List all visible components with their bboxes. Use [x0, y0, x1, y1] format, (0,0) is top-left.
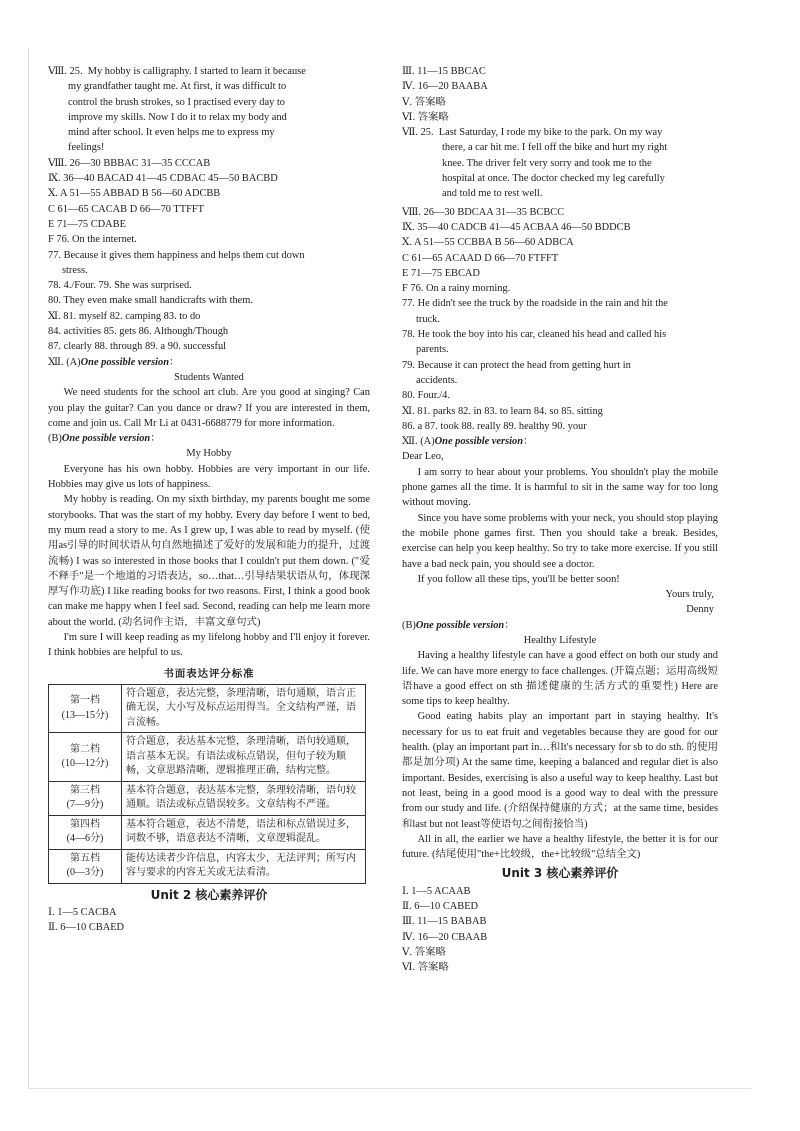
answer-line: F 76. On a rainy morning. — [402, 283, 511, 295]
answer-line: parents. — [416, 344, 449, 356]
answer-line: Ⅸ. 35—40 CADCB 41—45 ACBAA 46—50 BDDCB — [402, 221, 631, 233]
answer-line: truck. — [416, 313, 440, 325]
essay-paragraph: We need students for the school art club. Are you good at singing? Can you play the guitar? Can you dance or draw? If you are interested in them, come and join us. Call Mr Li at 0431-6688779 for more information. — [48, 387, 370, 429]
answer-key — [402, 205, 718, 434]
letter-paragraph: Since you have some problems with your neck, you should stop playing the mobile phone games first. Then you should take a break. Besides, exercise can help you keep healthy. So try to take more exercise. If you still have a bad neck pain, you should see a doctor. — [402, 512, 718, 570]
letter-signature: Denny — [686, 604, 714, 616]
table-cell: 符合题意，表达基本完整，条理清晰，语句较通顺，语言基本无误。有语法或标点错误，但句子较为顺畅，文章思路清晰，逻辑推理正确，结构完整。 — [122, 733, 366, 782]
essay-paragraph: My hobby is reading. On my sixth birthday, my parents bought me some storybooks. That was the start of my hobby. Every day before I went to bed, my mum read a story to me. As I grew up, I was able to read by myself. (使用as引导的时间状语从句自然地描述了爱好的发展和能力的提升，过渡流畅) I was so interested in those books that I couldn't put them down. ("爱不释手"是一个地道的习语表达，so…that…引导结果状语从句，体现深厚写作功底) I like reading books for two reasons. First, I think a good book can make me happy when I feel sad. Second, reading can help me learn more about the world. (动名词作主语，丰富文章句式) — [48, 494, 370, 628]
answer-line: 86. a 87. took 88. really 89. healthy 90. your — [402, 420, 587, 432]
answer-line: C 61—65 CACAB D 66—70 TTFFT — [48, 203, 204, 215]
essay-title: Healthy Lifestyle — [523, 634, 597, 646]
viii-25-block: Ⅷ. 25. My hobby is calligraphy. I started to learn it because my grandfather taught me. At first, it was difficult to control the brush strokes, so I practised every day to improve my skills. Now I do it to relax my body and mind after school. It even helps me to express my feelings! — [48, 66, 306, 154]
table-row: 第五档 (0—3分) 能传达读者少许信息，内容太少，无法评判；所写内容与要求的内容无关或无法看清。 — [49, 849, 366, 883]
answer-line: Ⅷ. 26—30 BDCAA 31—35 BCBCC — [402, 206, 565, 218]
table-cell: 符合题意，表达完整，条理清晰，语句通顺，语言正确无误，大小写及标点运用得当。全文结构严谨，语言流畅。 — [122, 684, 366, 733]
essay-paragraph: Everyone has his own hobby. Hobbies are very important in our life. Hobbies may give us lots of happiness. — [48, 463, 370, 491]
table-row: 第三档 (7—9分) 基本符合题意，表达基本完整，条理较清晰，语句较通顺。语法或标点错误较多。文章结构不严谨。 — [49, 781, 366, 815]
vii-25-block: Ⅶ. 25. Last Saturday, I rode my bike to the park. On my way there, a car hit me. I fell off the bike and hurt my right knee. The driver felt very sorry and took me to the hospital at once. The doctor checked my leg carefully and told me to rest well. — [402, 127, 668, 200]
essay-paragraph: Good eating habits play an important part in staying healthy. It's necessary for us to eat fruit and vegetables because they are good for our health. (play an important part in…和It's necessary for sb to do sth. 的使用都是加分项) At the same time, keeping a balanced and regular diet is also important. Besides, exercising is also a useful way to keep healthy. Last but not least, being in a good mood is a good way to deal with the pressure from our study and life. (介绍保持健康的方式；at the same time, besides和last but not least等使语句之间衔接恰当) — [402, 711, 718, 830]
letter-closing: Yours truly, — [665, 589, 714, 601]
answer-line: Ⅴ. 答案略 — [402, 946, 446, 958]
version-heading: Ⅻ. (A)One possible version： — [402, 436, 534, 448]
version-heading: Ⅻ. (A)One possible version： — [48, 356, 180, 368]
table-cell: 基本符合题意，表达基本完整，条理较清晰，语句较通顺。语法或标点错误较多。文章结构不严谨。 — [122, 781, 366, 815]
unit-heading: Unit 3 核心素养评价 — [501, 866, 619, 881]
answer-line: 84. activities 85. gets 86. Although/Though — [48, 326, 229, 338]
letter-paragraph: If you follow all these tips, you'll be better soon! — [417, 573, 620, 585]
answer-key — [48, 156, 370, 355]
answer-line: Ⅷ. 26—30 BBBAC 31—35 CCCAB — [48, 157, 211, 169]
question-label: Ⅷ. 25. — [48, 66, 83, 77]
table-cell: 基本符合题意，表达不清楚，语法和标点错误过多，词数不够，语意表达不清晰，文章逻辑混乱。 — [122, 815, 366, 849]
answer-line: Ⅴ. 答案略 — [402, 96, 446, 108]
answer-line: 80. Four./4. — [402, 390, 450, 402]
scoring-table — [48, 684, 366, 884]
answer-line: Ⅺ. 81. parks 82. in 83. to learn 84. so 85. sitting — [402, 405, 603, 417]
answer-line: stress. — [62, 264, 88, 276]
question-label: Ⅶ. 25. — [402, 127, 434, 139]
answer-line: Ⅹ. A 51—55 CCBBA B 56—60 ADBCA — [402, 237, 574, 249]
essay-title: Students Wanted — [174, 371, 244, 383]
answer-line: C 61—65 ACAAD D 66—70 FTFFT — [402, 252, 559, 264]
answer-line: accidents. — [416, 374, 458, 386]
letter-salutation: Dear Leo, — [402, 451, 444, 463]
answer-line: 78. He took the boy into his car, cleaned his head and called his — [402, 329, 667, 341]
table-row: 第二档 (10—12分) 符合题意，表达基本完整，条理清晰，语句较通顺，语言基本无误。有语法或标点错误，但句子较为顺畅，文章思路清晰，逻辑推理正确，结构完整。 — [49, 733, 366, 782]
answer-line: Ⅱ. 6—10 CBAED — [48, 922, 125, 934]
version-heading: (B)One possible version： — [48, 433, 161, 445]
essay-paragraph: I'm sure I will keep reading as my lifelong hobby and I'll enjoy it forever. I think hobbies are helpful to us. — [48, 631, 370, 659]
answer-line: E 71—75 CDABE — [48, 218, 126, 230]
answer-line: Ⅳ. 16—20 BAABA — [402, 81, 488, 93]
answer-line: Ⅹ. A 51—55 ABBAD B 56—60 ADCBB — [48, 188, 221, 200]
answer-line: Ⅱ. 6—10 CABED — [402, 901, 479, 913]
answer-line: Ⅰ. 1—5 CACBA — [48, 907, 117, 919]
answer-line: 80. They even make small handicrafts with them. — [48, 295, 253, 307]
essay-paragraph: Having a healthy lifestyle can have a good effect on both our study and life. We can have more energy to face challenges. (开篇点题；运用高级短语have a good effect on sth 描述健康的生活方式的重要性) Here are some tips to keep healthy. — [402, 650, 718, 708]
table-row: 第四档 (4—6分) 基本符合题意，表达不清楚，语法和标点错误过多，词数不够，语意表达不清晰，文章逻辑混乱。 — [49, 815, 366, 849]
unit-heading: Unit 2 核心素养评价 — [150, 887, 268, 902]
version-heading: (B)One possible version： — [402, 619, 515, 631]
answer-line: Ⅵ. 答案略 — [402, 962, 449, 974]
essay-title: My Hobby — [186, 448, 232, 460]
left-column — [48, 64, 370, 936]
scoring-table-title: 书面表达评分标准 — [163, 668, 255, 680]
answer-line: Ⅳ. 16—20 CBAAB — [402, 931, 488, 943]
answer-line: Ⅲ. 11—15 BABAB — [402, 916, 487, 928]
table-row: 第一档 (13—15分) 符合题意，表达完整，条理清晰，语句通顺，语言正确无误，大小写及标点运用得当。全文结构严谨，语言流畅。 — [49, 684, 366, 733]
answer-line: Ⅲ. 11—15 BBCAC — [402, 66, 486, 77]
answer-line: 77. Because it gives them happiness and helps them cut down — [48, 249, 305, 261]
answer-line: Ⅺ. 81. myself 82. camping 83. to do — [48, 310, 201, 322]
answer-line: 87. clearly 88. through 89. a 90. successful — [48, 341, 227, 353]
answer-line: Ⅵ. 答案略 — [402, 111, 449, 123]
answer-line: 79. Because it can protect the head from getting hurt in — [402, 359, 631, 371]
answer-line: 77. He didn't see the truck by the roadside in the rain and hit the — [402, 298, 668, 310]
answer-line: F 76. On the internet. — [48, 234, 137, 246]
essay-paragraph: All in all, the earlier we have a healthy lifestyle, the better it is for our future. (结尾使用"the+比较级，the+比较级"总结全文) — [402, 833, 718, 861]
right-column — [402, 64, 718, 976]
answer-line: 78. 4./Four. 79. She was surprised. — [48, 280, 192, 292]
table-cell: 能传达读者少许信息，内容太少，无法评判；所写内容与要求的内容无关或无法看清。 — [122, 849, 366, 883]
letter-paragraph: I am sorry to hear about your problems. You shouldn't play the mobile phone games all the time. It is harmful to sit in the same way for too long without moving. — [402, 466, 718, 509]
answer-line: Ⅸ. 36—40 BACAD 41—45 CDBAC 45—50 BACBD — [48, 173, 278, 185]
answer-line: Ⅰ. 1—5 ACAAB — [402, 885, 471, 897]
answer-line: E 71—75 EBCAD — [402, 267, 480, 279]
